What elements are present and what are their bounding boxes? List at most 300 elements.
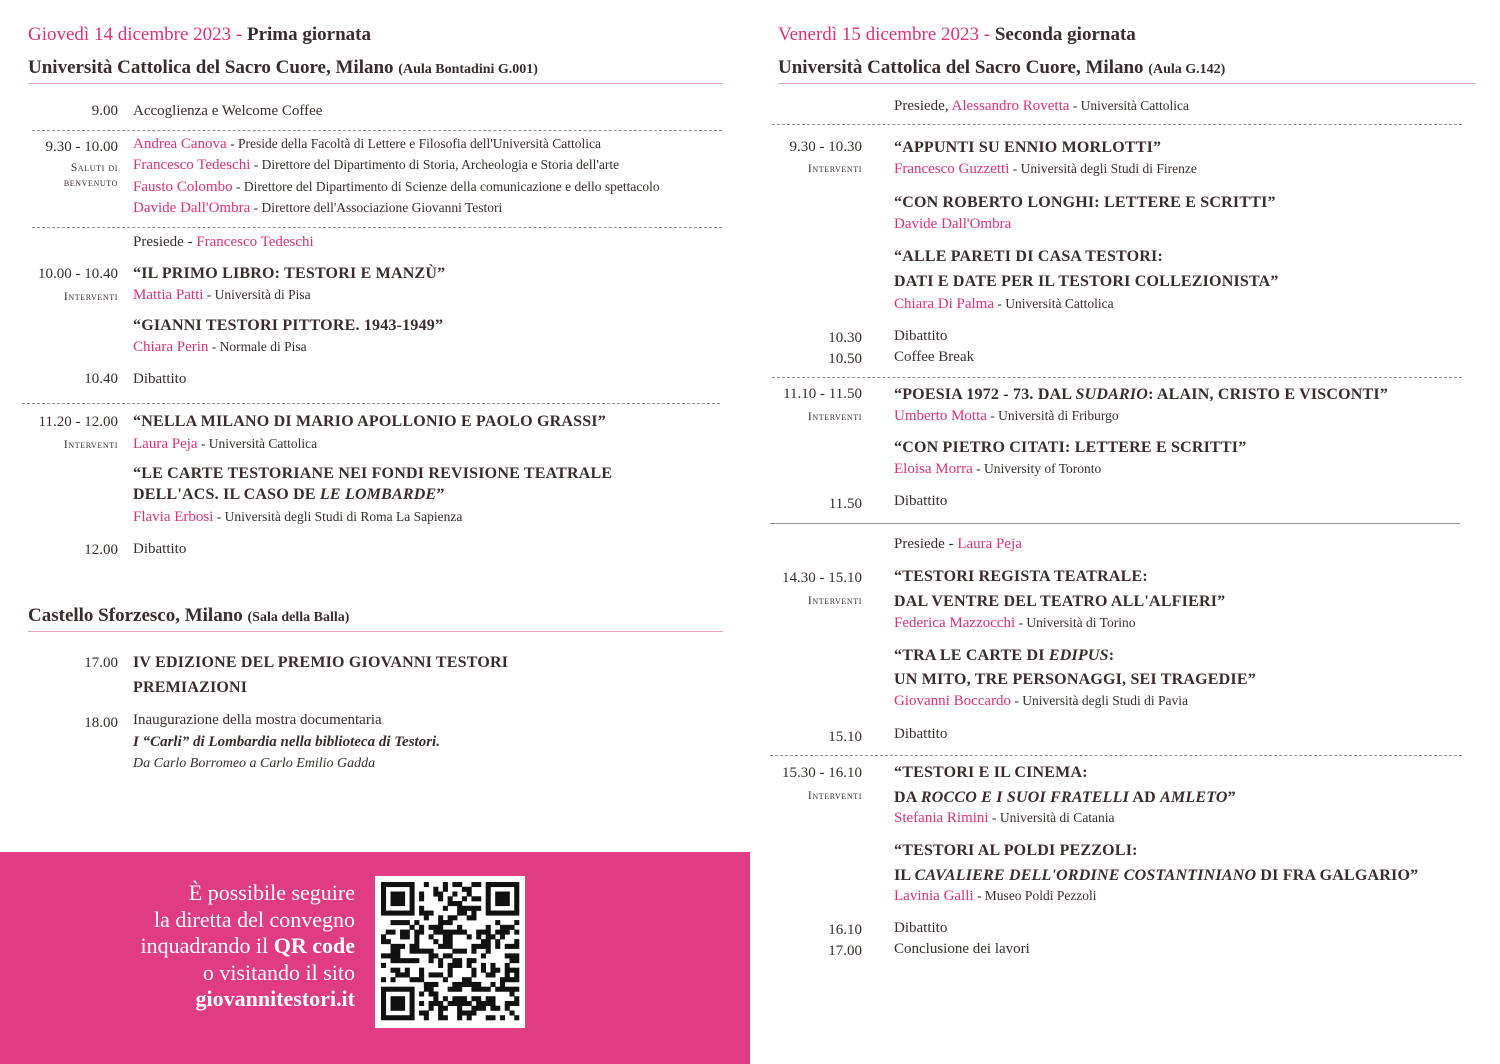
qr-module bbox=[410, 1006, 415, 1011]
qr-module bbox=[438, 896, 443, 901]
qr-module bbox=[486, 892, 491, 897]
speaker: Mattia Patti - Università di Pisa bbox=[133, 287, 311, 303]
qr-module bbox=[467, 887, 472, 892]
qr-module bbox=[452, 996, 457, 1001]
qr-module bbox=[443, 882, 448, 887]
qr-module bbox=[400, 1015, 405, 1020]
talk-title: “CON PIETRO CITATI: LETTERE E SCRITTI” bbox=[894, 439, 1247, 456]
qr-module bbox=[400, 901, 405, 906]
qr-module bbox=[419, 896, 424, 901]
qr-module bbox=[490, 911, 495, 916]
qr-module bbox=[381, 887, 386, 892]
speaker: Andrea Canova - Preside della Facoltà di Lettere e Filosofia dell'Università Cattolica bbox=[133, 136, 602, 152]
qr-module bbox=[486, 925, 491, 930]
qr-module bbox=[486, 906, 491, 911]
qr-code-graphic bbox=[375, 876, 525, 1028]
speaker: Umberto Motta - Università di Friburgo bbox=[894, 408, 1119, 424]
qr-module bbox=[476, 1001, 481, 1006]
qr-module bbox=[462, 1001, 467, 1006]
qr-module bbox=[391, 1006, 396, 1011]
qr-module bbox=[514, 887, 519, 892]
qr-module bbox=[457, 1010, 462, 1015]
qr-module bbox=[410, 977, 415, 982]
qr-module bbox=[395, 953, 400, 958]
qr-module bbox=[391, 987, 396, 992]
qr-module bbox=[452, 949, 457, 954]
qr-module bbox=[448, 963, 453, 968]
qr-module bbox=[381, 911, 386, 916]
qr-module bbox=[405, 882, 410, 887]
qr-module bbox=[452, 882, 457, 887]
qr-module bbox=[405, 930, 410, 935]
speaker: Stefania Rimini - Università di Catania bbox=[894, 810, 1115, 826]
talk-title: “ALLE PARETI DI CASA TESTORI: bbox=[894, 248, 1163, 265]
qr-module bbox=[509, 977, 514, 982]
qr-module bbox=[433, 887, 438, 892]
qr-module bbox=[514, 958, 519, 963]
dibattito: Dibattito bbox=[133, 541, 187, 557]
qr-module bbox=[462, 911, 467, 916]
qr-module bbox=[429, 1006, 434, 1011]
qr-module bbox=[433, 892, 438, 897]
qr-module bbox=[509, 882, 514, 887]
qr-module bbox=[400, 1001, 405, 1006]
time: 10.00 - 10.40 bbox=[38, 266, 118, 282]
qr-module bbox=[457, 930, 462, 935]
qr-module bbox=[514, 972, 519, 977]
venue2: Castello Sforzesco, Milano (Sala della Balla) bbox=[28, 605, 350, 626]
qr-module bbox=[395, 892, 400, 897]
speaker: Davide Dall'Ombra bbox=[894, 216, 1012, 232]
qr-module bbox=[448, 939, 453, 944]
talk-title: IL CAVALIERE DELL'ORDINE COSTANTINIANO DI FRA GALGARIO” bbox=[894, 867, 1419, 884]
qr-module bbox=[490, 982, 495, 987]
qr-module bbox=[381, 934, 386, 939]
qr-module bbox=[452, 1001, 457, 1006]
qr-module bbox=[381, 882, 386, 887]
qr-module bbox=[395, 1001, 400, 1006]
qr-module bbox=[514, 977, 519, 982]
qr-module bbox=[495, 944, 500, 949]
qr-module bbox=[410, 911, 415, 916]
qr-module bbox=[471, 915, 476, 920]
qr-module bbox=[400, 996, 405, 1001]
qr-module bbox=[419, 892, 424, 897]
qr-module bbox=[395, 901, 400, 906]
qr-module bbox=[514, 911, 519, 916]
qr-module bbox=[500, 925, 505, 930]
day2-venue: Università Cattolica del Sacro Cuore, Milano (Aula G.142) bbox=[778, 57, 1226, 78]
qr-module bbox=[414, 958, 419, 963]
qr-module bbox=[391, 1001, 396, 1006]
qr-module bbox=[486, 972, 491, 977]
dibattito: Dibattito bbox=[894, 328, 948, 344]
qr-module bbox=[471, 944, 476, 949]
qr-module bbox=[467, 982, 472, 987]
talk-title: DELL'ACS. IL CASO DE LE LOMBARDE” bbox=[133, 486, 445, 503]
qr-module bbox=[410, 958, 415, 963]
qr-module bbox=[486, 939, 491, 944]
qr-module bbox=[486, 882, 491, 887]
qr-module bbox=[391, 996, 396, 1001]
qr-module bbox=[500, 911, 505, 916]
divider bbox=[22, 403, 720, 404]
qr-module bbox=[509, 968, 514, 973]
qr-module bbox=[486, 1001, 491, 1006]
talk-title: “POESIA 1972 - 73. DAL SUDARIO: ALAIN, CRISTO E VISCONTI” bbox=[894, 386, 1389, 403]
qr-module bbox=[490, 1001, 495, 1006]
qr-module bbox=[443, 1015, 448, 1020]
qr-module bbox=[386, 882, 391, 887]
qr-module bbox=[400, 882, 405, 887]
qr-module bbox=[391, 958, 396, 963]
qr-module bbox=[505, 953, 510, 958]
time: 11.20 - 12.00 bbox=[38, 414, 118, 430]
qr-module bbox=[391, 930, 396, 935]
qr-module bbox=[481, 930, 486, 935]
qr-module bbox=[438, 1010, 443, 1015]
talk-title: DATI E DATE PER IL TESTORI COLLEZIONISTA” bbox=[894, 273, 1279, 290]
qr-module bbox=[457, 963, 462, 968]
dibattito: Dibattito bbox=[894, 493, 948, 509]
talk-title: UN MITO, TRE PERSONAGGI, SEI TRAGEDIE” bbox=[894, 671, 1256, 688]
venue-name: Università Cattolica del Sacro Cuore, Milano bbox=[28, 57, 394, 78]
qr-module bbox=[505, 972, 510, 977]
time: 15.30 - 16.10 bbox=[782, 765, 862, 781]
qr-module bbox=[410, 1001, 415, 1006]
qr-module bbox=[391, 911, 396, 916]
mostra-subtitle: Da Carlo Borromeo a Carlo Emilio Gadda bbox=[133, 756, 376, 771]
conclusione: Conclusione dei lavori bbox=[894, 941, 1030, 957]
qr-module bbox=[471, 972, 476, 977]
qr-module bbox=[400, 934, 405, 939]
qr-module bbox=[471, 882, 476, 887]
qr-module bbox=[424, 882, 429, 887]
qr-module bbox=[414, 920, 419, 925]
qr-module bbox=[381, 896, 386, 901]
qr-module bbox=[395, 958, 400, 963]
qr-module bbox=[424, 982, 429, 987]
qr-module bbox=[438, 963, 443, 968]
qr-module bbox=[452, 892, 457, 897]
qr-module bbox=[443, 944, 448, 949]
qr-module bbox=[505, 911, 510, 916]
qr-module bbox=[424, 949, 429, 954]
qr-module bbox=[448, 944, 453, 949]
qr-module bbox=[476, 944, 481, 949]
qr-module bbox=[424, 911, 429, 916]
qr-module bbox=[429, 934, 434, 939]
qr-module bbox=[448, 930, 453, 935]
qr-module bbox=[410, 882, 415, 887]
qr-module bbox=[395, 968, 400, 973]
qr-module bbox=[500, 982, 505, 987]
qr-module bbox=[381, 1015, 386, 1020]
qr-module bbox=[381, 1010, 386, 1015]
qr-module bbox=[419, 977, 424, 982]
qr-module bbox=[476, 934, 481, 939]
talk-title: DA ROCCO E I SUOI FRATELLI AD AMLETO” bbox=[894, 789, 1236, 806]
qr-module bbox=[381, 1006, 386, 1011]
qr-module bbox=[490, 972, 495, 977]
qr-module bbox=[514, 939, 519, 944]
qr-module bbox=[448, 901, 453, 906]
qr-module bbox=[462, 1010, 467, 1015]
premio-subtitle: PREMIAZIONI bbox=[133, 679, 248, 696]
qr-module bbox=[395, 911, 400, 916]
divider bbox=[772, 377, 1462, 378]
qr-module bbox=[509, 911, 514, 916]
qr-module bbox=[391, 896, 396, 901]
divider bbox=[28, 83, 723, 84]
qr-module bbox=[514, 944, 519, 949]
qr-module bbox=[391, 944, 396, 949]
qr-module bbox=[495, 882, 500, 887]
day1-heading bbox=[28, 24, 371, 46]
qr-code-icon[interactable] bbox=[375, 876, 525, 1028]
qr-module bbox=[495, 930, 500, 935]
qr-module bbox=[457, 987, 462, 992]
qr-module bbox=[505, 987, 510, 992]
qr-module bbox=[448, 987, 453, 992]
qr-module bbox=[457, 949, 462, 954]
qr-module bbox=[471, 911, 476, 916]
qr-module bbox=[495, 968, 500, 973]
qr-module bbox=[471, 982, 476, 987]
day1-venue bbox=[28, 57, 538, 79]
qr-module bbox=[476, 896, 481, 901]
speaker: Lavinia Galli - Museo Poldi Pezzoli bbox=[894, 888, 1097, 904]
qr-module bbox=[381, 996, 386, 1001]
dibattito: Dibattito bbox=[894, 726, 948, 742]
divider bbox=[32, 227, 722, 228]
qr-module bbox=[457, 906, 462, 911]
time: 9.30 - 10.00 bbox=[45, 139, 118, 155]
qr-module bbox=[471, 968, 476, 973]
qr-module bbox=[381, 991, 386, 996]
qr-module bbox=[381, 901, 386, 906]
qr-module bbox=[410, 892, 415, 897]
qr-module bbox=[457, 1001, 462, 1006]
qr-module bbox=[414, 930, 419, 935]
mostra-text: Inaugurazione della mostra documentaria bbox=[133, 712, 382, 728]
qr-module bbox=[471, 896, 476, 901]
talk-title: “TRA LE CARTE DI EDIPUS: bbox=[894, 647, 1115, 664]
qr-module bbox=[410, 901, 415, 906]
talk-title: “GIANNI TESTORI PITTORE. 1943-1949” bbox=[133, 317, 444, 334]
qr-module bbox=[386, 930, 391, 935]
qr-module bbox=[391, 977, 396, 982]
qr-module bbox=[410, 944, 415, 949]
qr-module bbox=[509, 958, 514, 963]
qr-module bbox=[486, 896, 491, 901]
qr-module bbox=[391, 953, 396, 958]
qr-module bbox=[391, 949, 396, 954]
session-label: Interventi bbox=[807, 411, 862, 423]
speaker: Flavia Erbosi - Università degli Studi di Roma La Sapienza bbox=[133, 509, 463, 525]
qr-module bbox=[486, 911, 491, 916]
qr-module bbox=[438, 944, 443, 949]
qr-module bbox=[448, 968, 453, 973]
qr-module bbox=[514, 906, 519, 911]
qr-module bbox=[514, 882, 519, 887]
session-label: Interventi bbox=[807, 163, 862, 175]
qr-module bbox=[486, 901, 491, 906]
qr-module bbox=[509, 987, 514, 992]
qr-module bbox=[457, 982, 462, 987]
qr-module bbox=[490, 996, 495, 1001]
qr-module bbox=[505, 892, 510, 897]
qr-module bbox=[395, 1015, 400, 1020]
qr-module bbox=[424, 915, 429, 920]
talk-title: DAL VENTRE DEL TEATRO ALL'ALFIERI” bbox=[894, 593, 1226, 610]
qr-module bbox=[462, 906, 467, 911]
qr-module bbox=[505, 901, 510, 906]
qr-module bbox=[486, 934, 491, 939]
speaker: Davide Dall'Ombra - Direttore dell'Associazione Giovanni Testori bbox=[133, 200, 503, 216]
qr-module bbox=[467, 1001, 472, 1006]
qr-module bbox=[500, 934, 505, 939]
qr-module bbox=[395, 1006, 400, 1011]
qr-module bbox=[414, 949, 419, 954]
qr-module bbox=[448, 920, 453, 925]
qr-module bbox=[381, 906, 386, 911]
qr-module bbox=[490, 963, 495, 968]
qr-module bbox=[414, 939, 419, 944]
qr-module bbox=[452, 930, 457, 935]
qr-module bbox=[471, 1010, 476, 1015]
qr-module bbox=[443, 996, 448, 1001]
qr-module bbox=[452, 963, 457, 968]
qr-module bbox=[457, 901, 462, 906]
qr-module bbox=[400, 892, 405, 897]
qr-module bbox=[381, 963, 386, 968]
qr-module bbox=[438, 1006, 443, 1011]
qr-module bbox=[438, 915, 443, 920]
qr-module bbox=[486, 944, 491, 949]
dibattito: Dibattito bbox=[894, 920, 948, 936]
qr-module bbox=[395, 972, 400, 977]
qr-module bbox=[462, 930, 467, 935]
qr-module bbox=[400, 911, 405, 916]
qr-module bbox=[462, 982, 467, 987]
presiede: Presiede - Francesco Tedeschi bbox=[133, 234, 314, 250]
speaker: Fausto Colombo - Direttore del Dipartimento di Scienze della comunicazione e dello spettacolo bbox=[133, 179, 660, 195]
qr-module bbox=[509, 1001, 514, 1006]
day2-heading: Venerdì 15 dicembre 2023 - Seconda giornata bbox=[778, 24, 1136, 45]
qr-module bbox=[410, 896, 415, 901]
mostra-title: I “Carli” di Lombardia nella biblioteca di Testori. bbox=[133, 734, 440, 750]
qr-module bbox=[410, 925, 415, 930]
qr-module bbox=[481, 1001, 486, 1006]
time: 11.50 bbox=[828, 496, 862, 512]
qr-module bbox=[391, 901, 396, 906]
qr-module bbox=[410, 991, 415, 996]
qr-module bbox=[400, 944, 405, 949]
qr-module bbox=[452, 987, 457, 992]
qr-module bbox=[505, 963, 510, 968]
time: 10.30 bbox=[828, 330, 862, 346]
qr-module bbox=[471, 949, 476, 954]
speaker: Eloisa Morra - University of Toronto bbox=[894, 461, 1102, 477]
qr-module bbox=[514, 892, 519, 897]
qr-module bbox=[486, 887, 491, 892]
qr-module bbox=[438, 925, 443, 930]
qr-module bbox=[391, 1015, 396, 1020]
qr-module bbox=[448, 896, 453, 901]
qr-module bbox=[433, 991, 438, 996]
qr-module bbox=[443, 1006, 448, 1011]
qr-module bbox=[410, 1010, 415, 1015]
time: 18.00 bbox=[84, 715, 118, 731]
speaker: Chiara Di Palma - Università Cattolica bbox=[894, 296, 1114, 312]
qr-module bbox=[448, 934, 453, 939]
qr-module bbox=[400, 930, 405, 935]
qr-module bbox=[405, 958, 410, 963]
qr-module bbox=[433, 982, 438, 987]
qr-module bbox=[490, 1015, 495, 1020]
qr-module bbox=[514, 901, 519, 906]
qr-module bbox=[433, 930, 438, 935]
time: 17.00 bbox=[84, 655, 118, 671]
time: 14.30 - 15.10 bbox=[782, 570, 862, 586]
qr-module bbox=[505, 977, 510, 982]
speaker: Giovanni Boccardo - Università degli Studi di Pavia bbox=[894, 693, 1189, 709]
qr-module bbox=[500, 892, 505, 897]
qr-module bbox=[424, 1010, 429, 1015]
qr-module bbox=[429, 982, 434, 987]
premio-title: IV EDIZIONE DEL PREMIO GIOVANNI TESTORI bbox=[133, 654, 509, 671]
qr-module bbox=[476, 1006, 481, 1011]
qr-module bbox=[505, 896, 510, 901]
qr-module bbox=[395, 949, 400, 954]
qr-module bbox=[386, 939, 391, 944]
qr-module bbox=[429, 1001, 434, 1006]
qr-module bbox=[405, 911, 410, 916]
qr-module bbox=[490, 1006, 495, 1011]
qr-module bbox=[514, 987, 519, 992]
divider bbox=[32, 130, 722, 131]
qr-module bbox=[505, 1001, 510, 1006]
qr-module bbox=[410, 887, 415, 892]
qr-module bbox=[457, 882, 462, 887]
coffee-break: Coffee Break bbox=[894, 349, 975, 365]
qr-module bbox=[457, 1006, 462, 1011]
qr-module bbox=[486, 987, 491, 992]
qr-module bbox=[500, 901, 505, 906]
qr-module bbox=[467, 1010, 472, 1015]
qr-module bbox=[486, 930, 491, 935]
qr-module bbox=[419, 991, 424, 996]
qr-module bbox=[514, 953, 519, 958]
qr-module bbox=[410, 949, 415, 954]
day1-date: Giovedì 14 dicembre 2023 bbox=[28, 24, 232, 45]
qr-module bbox=[395, 996, 400, 1001]
speaker: Federica Mazzocchi - Università di Torino bbox=[894, 615, 1136, 631]
qr-module bbox=[419, 1010, 424, 1015]
qr-module bbox=[410, 987, 415, 992]
time: 16.10 bbox=[828, 922, 862, 938]
qr-module bbox=[486, 949, 491, 954]
qr-module bbox=[481, 987, 486, 992]
time: 9.30 - 10.30 bbox=[789, 139, 862, 155]
qr-module bbox=[433, 1001, 438, 1006]
day1-title: Prima giornata bbox=[246, 24, 371, 45]
qr-module bbox=[433, 972, 438, 977]
qr-module bbox=[486, 996, 491, 1001]
qr-module bbox=[457, 911, 462, 916]
qr-module bbox=[471, 958, 476, 963]
